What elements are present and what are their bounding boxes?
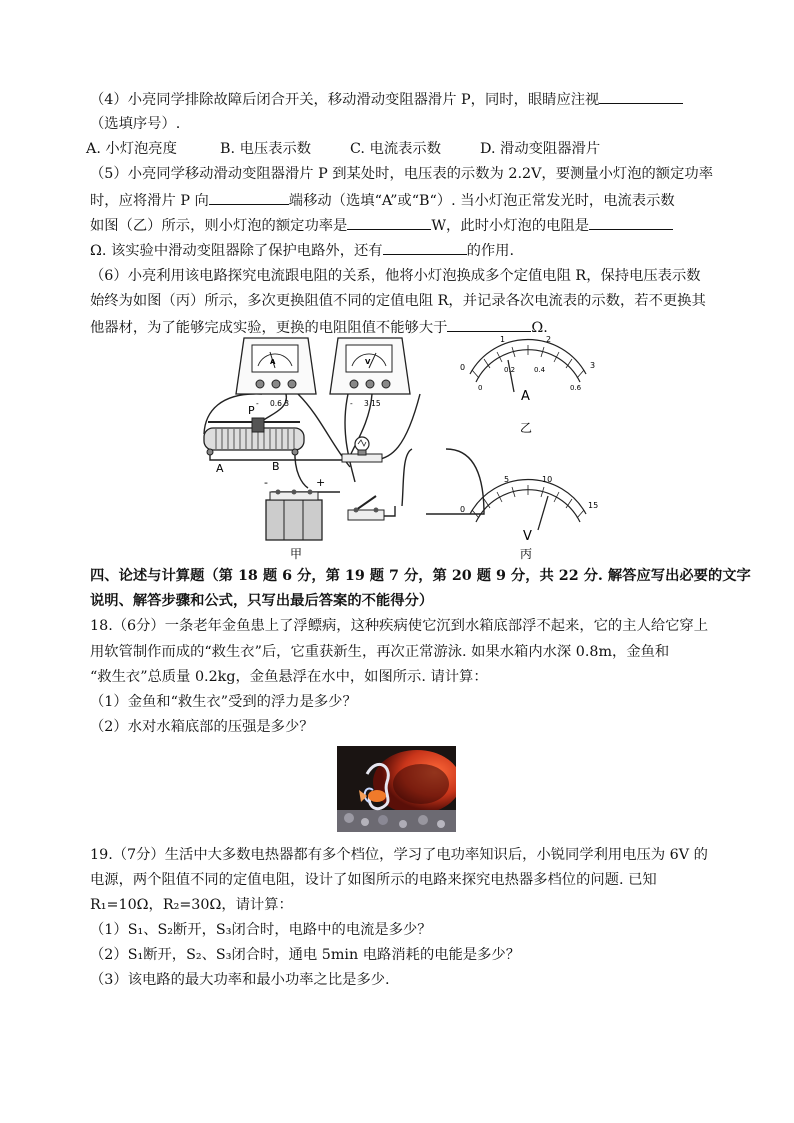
svg-text:-: - bbox=[256, 399, 259, 408]
ammeter-face-label: A bbox=[270, 358, 276, 366]
q4-option-d: D. 滑动变阻器滑片 bbox=[480, 141, 601, 157]
label-jia: 甲 bbox=[290, 547, 303, 561]
a-tick-top-3: 3 bbox=[590, 361, 596, 370]
voltmeter-terminals: 3 15 bbox=[364, 399, 381, 408]
q4-line2: （选填序号）. bbox=[90, 116, 181, 132]
q6-line1: （6）小亮利用该电路探究电流跟电阻的关系，他将小灯泡换成多个定值电阻 R，保持电压表示数 bbox=[90, 268, 701, 284]
q18-line1: 18.（6分）一条老年金鱼患上了浮鳔病，这种疾病使它沉到水箱底部浮不起来，它的主人给它穿上 bbox=[90, 618, 709, 634]
v-tick-10: 10 bbox=[542, 475, 553, 484]
label-yi: 乙 bbox=[520, 421, 533, 435]
a-tick-bottom-3: 0.6 bbox=[570, 384, 582, 392]
q4-line1: （4）小亮同学排除故障后闭合开关，移动滑动变阻器滑片 P，同时，眼睛应注视 bbox=[90, 88, 683, 110]
q5-blank-direction[interactable] bbox=[209, 189, 289, 205]
a-tick-top-1: 1 bbox=[500, 335, 506, 344]
q19-sub2: （2）S₁断开，S₂、S₃闭合时，通电 5min 电路消耗的电能是多少？ bbox=[90, 947, 521, 963]
a-tick-bottom-2: 0.4 bbox=[534, 366, 546, 374]
goldfish-photo bbox=[337, 746, 456, 832]
q19-line2: 电源，两个阻值不同的定值电阻，设计了如图所示的电路来探究电热器多档位的问题. 已知 bbox=[90, 872, 657, 888]
label-b-terminal: B bbox=[272, 460, 280, 473]
q5-line4: Ω. 该实验中滑动变阻器除了保护电路外，还有 的作用. bbox=[90, 239, 514, 261]
voltmeter-dial-letter: V bbox=[523, 529, 532, 544]
q5-line2: 时，应将滑片 P 向 端移动（选填“A”或“B“）. 当小灯泡正常发光时，电流表示数 bbox=[90, 189, 675, 211]
voltmeter-dial bbox=[460, 475, 598, 544]
ammeter-dial bbox=[460, 335, 595, 404]
a-tick-top-0: 0 bbox=[460, 363, 466, 372]
rheostat bbox=[204, 404, 304, 475]
section4-line1: 四、论述与计算题（第 18 题 6 分，第 19 题 7 分，第 20 题 9 分，共 22 分. 解答应写出必要的文字 bbox=[90, 568, 751, 584]
q4-option-c: C. 电流表示数 bbox=[350, 141, 442, 157]
q19-line1: 19.（7分）生活中大多数电热器都有多个档位，学习了电功率知识后，小锐同学利用电压为 6V 的 bbox=[90, 847, 708, 863]
v-tick-5: 5 bbox=[504, 475, 510, 484]
q6-line2: 始终为如图（丙）所示，多次更换阻值不同的定值电阻 R，并记录各次电流表的示数，若不更换其 bbox=[90, 293, 706, 309]
a-tick-bottom-1: 0.2 bbox=[504, 366, 516, 374]
q5-blank-resistance[interactable] bbox=[589, 214, 673, 230]
q19-sub3: （3）该电路的最大功率和最小功率之比是多少. bbox=[90, 972, 390, 988]
q19-line3: R₁=10Ω，R₂=30Ω，请计算： bbox=[90, 897, 293, 913]
ammeter-dial-letter: A bbox=[521, 389, 530, 404]
ammeter-device bbox=[236, 338, 316, 408]
q18-sub2: （2）水对水箱底部的压强是多少？ bbox=[90, 719, 314, 735]
battery-plus: + bbox=[316, 476, 326, 489]
battery-minus: - bbox=[264, 476, 268, 489]
q18-line3: “救生衣”总质量 0.2kg，金鱼悬浮在水中，如图所示. 请计算： bbox=[90, 669, 488, 685]
battery bbox=[264, 476, 325, 540]
q6-blank-max-resistance[interactable] bbox=[447, 316, 531, 332]
q5-line3: 如图（乙）所示，则小灯泡的额定功率是 W，此时小灯泡的电阻是 bbox=[90, 214, 673, 236]
q4-option-b: B. 电压表示数 bbox=[220, 141, 312, 157]
label-bing: 丙 bbox=[520, 547, 533, 561]
experiment-figure bbox=[190, 332, 610, 564]
q18-sub1: （1）金鱼和“救生衣”受到的浮力是多少？ bbox=[90, 694, 357, 710]
label-p: P bbox=[248, 404, 255, 417]
q18-line2: 用软管制作而成的“救生衣”后，它重获新生，再次正常游泳. 如果水箱内水深 0.8m，金鱼和 bbox=[90, 644, 670, 660]
q6-line3: 他器材，为了能够完成实验，更换的电阻阻值不能够大于 Ω. bbox=[90, 316, 548, 338]
q5-line1: （5）小亮同学移动滑动变阻器滑片 P 到某处时，电压表的示数为 2.2V，要测量小灯泡的额定功率 bbox=[90, 166, 713, 182]
q19-sub1: （1）S₁、S₂断开，S₃闭合时，电路中的电流是多少？ bbox=[90, 922, 432, 938]
a-tick-bottom-0: 0 bbox=[478, 384, 483, 392]
q4-blank[interactable] bbox=[599, 88, 683, 104]
switch bbox=[348, 496, 384, 520]
voltmeter-face-label: V bbox=[365, 358, 371, 366]
v-tick-0: 0 bbox=[460, 505, 466, 514]
section4-line2: 说明、解答步骤和公式，只写出最后答案的不能得分） bbox=[90, 593, 434, 609]
a-tick-top-2: 2 bbox=[546, 335, 552, 344]
q4-option-a: A. 小灯泡亮度 bbox=[86, 141, 177, 157]
voltmeter-device bbox=[330, 338, 410, 408]
label-a-terminal: A bbox=[216, 462, 224, 475]
svg-text:-: - bbox=[350, 399, 353, 408]
v-tick-15: 15 bbox=[588, 501, 599, 510]
q5-blank-power[interactable] bbox=[347, 214, 431, 230]
q5-blank-role[interactable] bbox=[383, 239, 467, 255]
q4-options bbox=[86, 139, 600, 159]
ammeter-terminals: 0.6 3 bbox=[270, 399, 290, 408]
